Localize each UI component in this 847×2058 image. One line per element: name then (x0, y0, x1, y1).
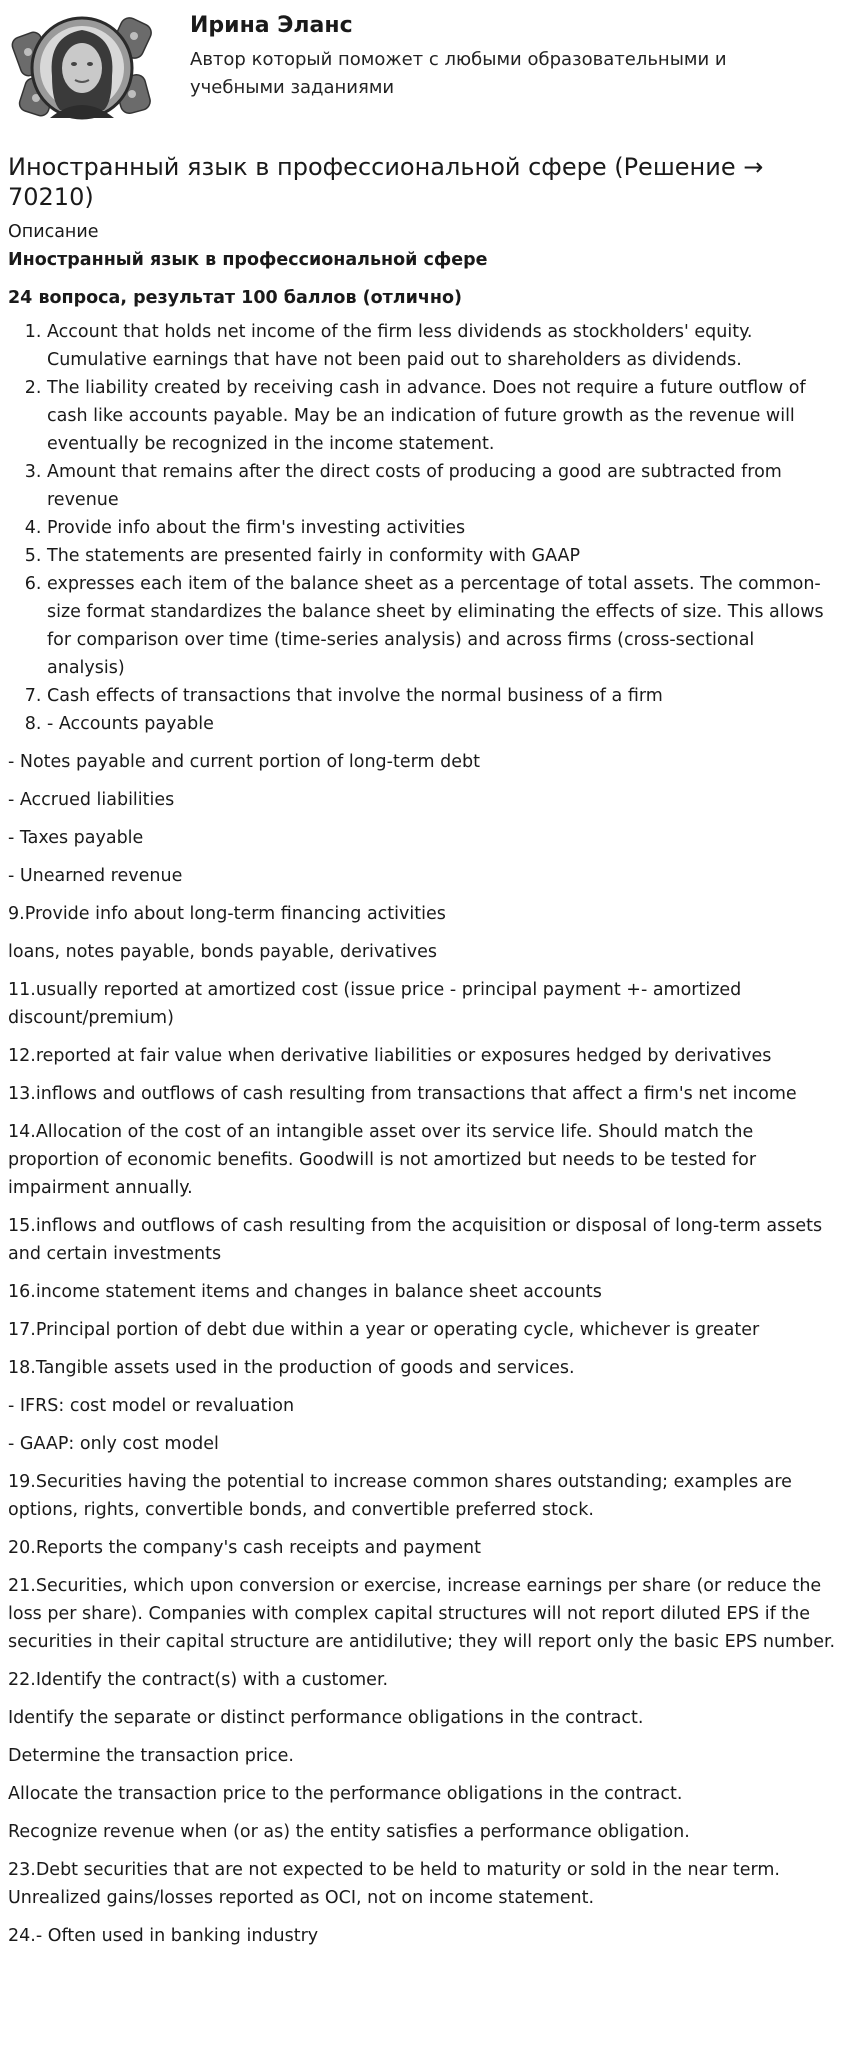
paragraph: 12.reported at fair value when derivative liabilities or exposures hedged by derivatives (8, 1046, 772, 1066)
paragraph: 18.Tangible assets used in the production of goods and services. (8, 1358, 575, 1378)
author-description: Автор который поможет с любыми образовательными и учебными заданиями (190, 49, 727, 98)
paragraph: Identify the separate or distinct performance obligations in the contract. (8, 1708, 644, 1728)
list-item: 8. - Accounts payable (47, 710, 837, 738)
list-item: 3. Amount that remains after the direct costs of producing a good are subtracted from revenue (47, 458, 837, 514)
list-item: 1. Account that holds net income of the firm less dividends as stockholders' equity. Cumulative earnings that have not been paid out to shareholders as dividends. (47, 318, 837, 374)
paragraph: 24.- Often used in banking industry (8, 1926, 319, 1946)
paragraph: - IFRS: cost model or revaluation (8, 1396, 295, 1416)
paragraph: 22.Identify the contract(s) with a customer. (8, 1670, 389, 1690)
description-label: Описание (8, 222, 99, 242)
paragraph: loans, notes payable, bonds payable, derivatives (8, 942, 437, 962)
paragraph: 20.Reports the company's cash receipts and payment (8, 1538, 481, 1558)
paragraph: 13.inflows and outflows of cash resulting from transactions that affect a firm's net income (8, 1084, 797, 1104)
list-item: 4. Provide info about the firm's investing activities (47, 514, 837, 542)
author-block (8, 6, 837, 134)
list-item: 2. The liability created by receiving cash in advance. Does not require a future outflow of cash like accounts payable. May be an indication of future growth as the revenue will eventually be recognized in the income statement. (47, 374, 837, 458)
result-summary: 24 вопроса, результат 100 баллов (отлично) (8, 288, 462, 308)
paragraph: - Notes payable and current portion of long-term debt (8, 752, 480, 772)
paragraph: 16.income statement items and changes in balance sheet accounts (8, 1282, 602, 1302)
paragraph: Recognize revenue when (or as) the entity satisfies a performance obligation. (8, 1822, 690, 1842)
paragraph: Determine the transaction price. (8, 1746, 294, 1766)
list-item: 5. The statements are presented fairly in conformity with GAAP (47, 542, 837, 570)
paragraph: 9.Provide info about long-term financing activities (8, 904, 446, 924)
author-name[interactable]: Ирина Эланс (190, 13, 353, 38)
paragraph: 19.Securities having the potential to increase common shares outstanding; examples are options, rights, convertible bonds, and convertible preferred stock. (8, 1472, 792, 1520)
paragraph: - Accrued liabilities (8, 790, 175, 810)
list-item: 6. expresses each item of the balance sheet as a percentage of total assets. The common-size format standardizes the balance sheet by eliminating the effects of size. This allows for comparison over time (time-series analysis) and across firms (cross-sectional analysis) (47, 570, 837, 682)
page-title: Иностранный язык в профессиональной сфере (Решение → 70210) (8, 153, 764, 211)
paragraph: 14.Allocation of the cost of an intangible asset over its service life. Should match the proportion of economic benefits. Goodwill is not amortized but needs to be tested for impairment annually. (8, 1122, 757, 1198)
subject-heading: Иностранный язык в профессиональной сфере (8, 250, 488, 270)
numbered-list (8, 318, 837, 738)
paragraph: - Taxes payable (8, 828, 144, 848)
author-info (190, 6, 790, 102)
paragraph: Allocate the transaction price to the performance obligations in the contract. (8, 1784, 683, 1804)
paragraph: 21.Securities, which upon conversion or exercise, increase earnings per share (or reduce the loss per share). Companies with complex capital structures will not report diluted EPS if the securities in their capital structure are antidilutive; they will report only the basic EPS number. (8, 1576, 836, 1652)
list-item: 7. Cash effects of transactions that involve the normal business of a firm (47, 682, 837, 710)
paragraph: 23.Debt securities that are not expected to be held to maturity or sold in the near term. Unrealized gains/losses reported as OCI, not on income statement. (8, 1860, 780, 1908)
answer-paragraphs (8, 748, 837, 1950)
paragraph: - Unearned revenue (8, 866, 183, 886)
author-avatar[interactable] (8, 6, 156, 130)
paragraph: 11.usually reported at amortized cost (issue price - principal payment +- amortized discount/premium) (8, 980, 742, 1028)
paragraph: - GAAP: only cost model (8, 1434, 219, 1454)
paragraph: 17.Principal portion of debt due within a year or operating cycle, whichever is greater (8, 1320, 760, 1340)
paragraph: 15.inflows and outflows of cash resulting from the acquisition or disposal of long-term assets and certain investments (8, 1216, 823, 1264)
